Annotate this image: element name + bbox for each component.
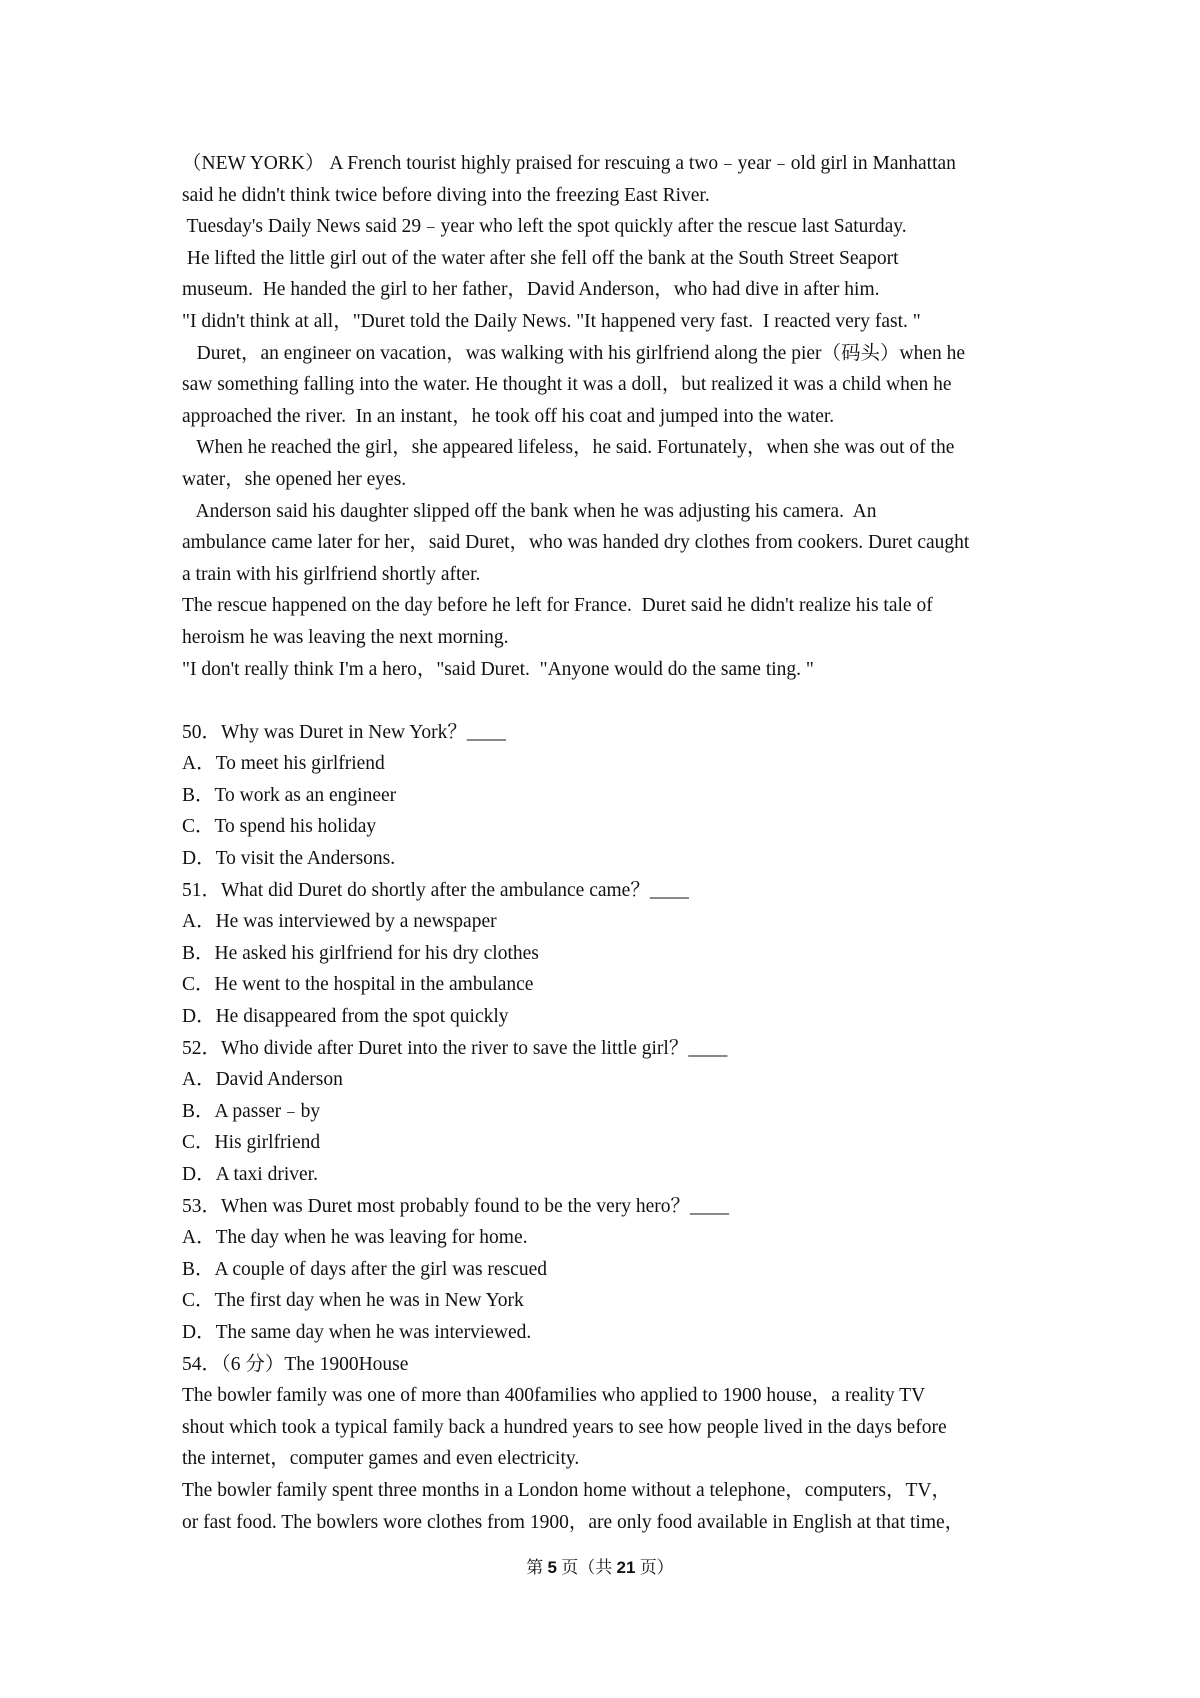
section-heading: 54．（6 分）The 1900House [182, 1353, 409, 1375]
answer-option: B．A passer﹣by [182, 1100, 321, 1122]
reading-passage [182, 148, 1032, 685]
answer-option: C．His girlfriend [182, 1132, 321, 1154]
question-stem: 50．Why was Duret in New York？____ [182, 721, 506, 743]
page-number: 5 [547, 1558, 558, 1577]
passage-line: Anderson said his daughter slipped off the bank when he was adjusting his camera. An [182, 500, 877, 522]
section-line: the internet，computer games and even electricity. [182, 1448, 580, 1470]
answer-option: A．David Anderson [182, 1069, 343, 1091]
question-50 [182, 717, 1032, 875]
answer-option: A．The day when he was leaving for home. [182, 1227, 528, 1249]
question-stem: 51．What did Duret do shortly after the ambulance came？____ [182, 879, 689, 901]
passage-line: said he didn't think twice before diving into the freezing East River. [182, 184, 710, 206]
passage-line: The rescue happened on the day before he left for France. Duret said he didn't realize his tale of [182, 595, 933, 617]
passage-line: saw something falling into the water. He thought it was a doll，but realized it was a child when he [182, 374, 952, 396]
footer-suffix: 页） [635, 1558, 674, 1577]
answer-option: B．He asked his girlfriend for his dry clothes [182, 942, 539, 964]
section-line: The bowler family spent three months in a London home without a telephone，computers，TV， [182, 1479, 951, 1501]
answer-option: A．He was interviewed by a newspaper [182, 911, 497, 933]
passage-line: water，she opened her eyes. [182, 468, 407, 490]
answer-option: C．To spend his holiday [182, 816, 377, 838]
passage-line: （NEW YORK） A French tourist highly praised for rescuing a two﹣year﹣old girl in Manhattan [182, 153, 956, 174]
passage-line: When he reached the girl，she appeared lifeless，he said. Fortunately，when she was out of the [182, 437, 955, 459]
passage-line: heroism he was leaving the next morning. [182, 626, 509, 648]
answer-option: A．To meet his girlfriend [182, 753, 385, 775]
passage-line: Duret，an engineer on vacation，was walking with his girlfriend along the pier（码头）when he [182, 342, 966, 364]
answer-option: B．A couple of days after the girl was rescued [182, 1258, 547, 1280]
passage-line: "I don't really think I'm a hero，"said Duret. "Anyone would do the same ting. " [182, 658, 814, 680]
answer-option: D．He disappeared from the spot quickly [182, 1006, 509, 1028]
footer-middle: 页（共 [557, 1558, 617, 1577]
footer-prefix: 第 [526, 1558, 548, 1577]
answer-option: D．A taxi driver. [182, 1164, 318, 1185]
passage-line: "I didn't think at all，"Duret told the Daily News. "It happened very fast. I reacted very fast. " [182, 310, 921, 332]
answer-option: B．To work as an engineer [182, 784, 397, 806]
question-stem: 53．When was Duret most probably found to be the very hero？____ [182, 1195, 729, 1217]
total-pages: 21 [616, 1558, 636, 1577]
question-53 [182, 1191, 1032, 1349]
section-gap [182, 685, 1032, 717]
section-54 [182, 1349, 1032, 1539]
answer-option: C．He went to the hospital in the ambulance [182, 974, 534, 996]
passage-line: Tuesday's Daily News said 29﹣year who left the spot quickly after the rescue last Saturday. [182, 216, 907, 238]
question-52 [182, 1033, 1032, 1191]
section-line: shout which took a typical family back a hundred years to see how people lived in the days before [182, 1416, 947, 1438]
answer-option: C．The first day when he was in New York [182, 1290, 524, 1312]
passage-line: museum. He handed the girl to her father，David Anderson，who had dive in after him. [182, 279, 880, 301]
passage-line: He lifted the little girl out of the water after she fell off the bank at the South Street Seaport [182, 247, 899, 269]
section-line: or fast food. The bowlers wore clothes from 1900，are only food available in English at that time， [182, 1511, 965, 1533]
passage-line: approached the river. In an instant，he took off his coat and jumped into the water. [182, 405, 835, 427]
page-footer [0, 1556, 1200, 1580]
answer-option: D．To visit the Andersons. [182, 848, 396, 870]
question-51 [182, 875, 1032, 1033]
answer-option: D．The same day when he was interviewed. [182, 1321, 532, 1343]
section-line: The bowler family was one of more than 400families who applied to 1900 house，a reality TV [182, 1385, 926, 1407]
passage-line: a train with his girlfriend shortly after. [182, 563, 481, 585]
page-content [182, 148, 1032, 1538]
question-stem: 52．Who divide after Duret into the river to save the little girl？____ [182, 1037, 728, 1059]
passage-line: ambulance came later for her，said Duret，who was handed dry clothes from cookers. Duret caught [182, 532, 970, 554]
